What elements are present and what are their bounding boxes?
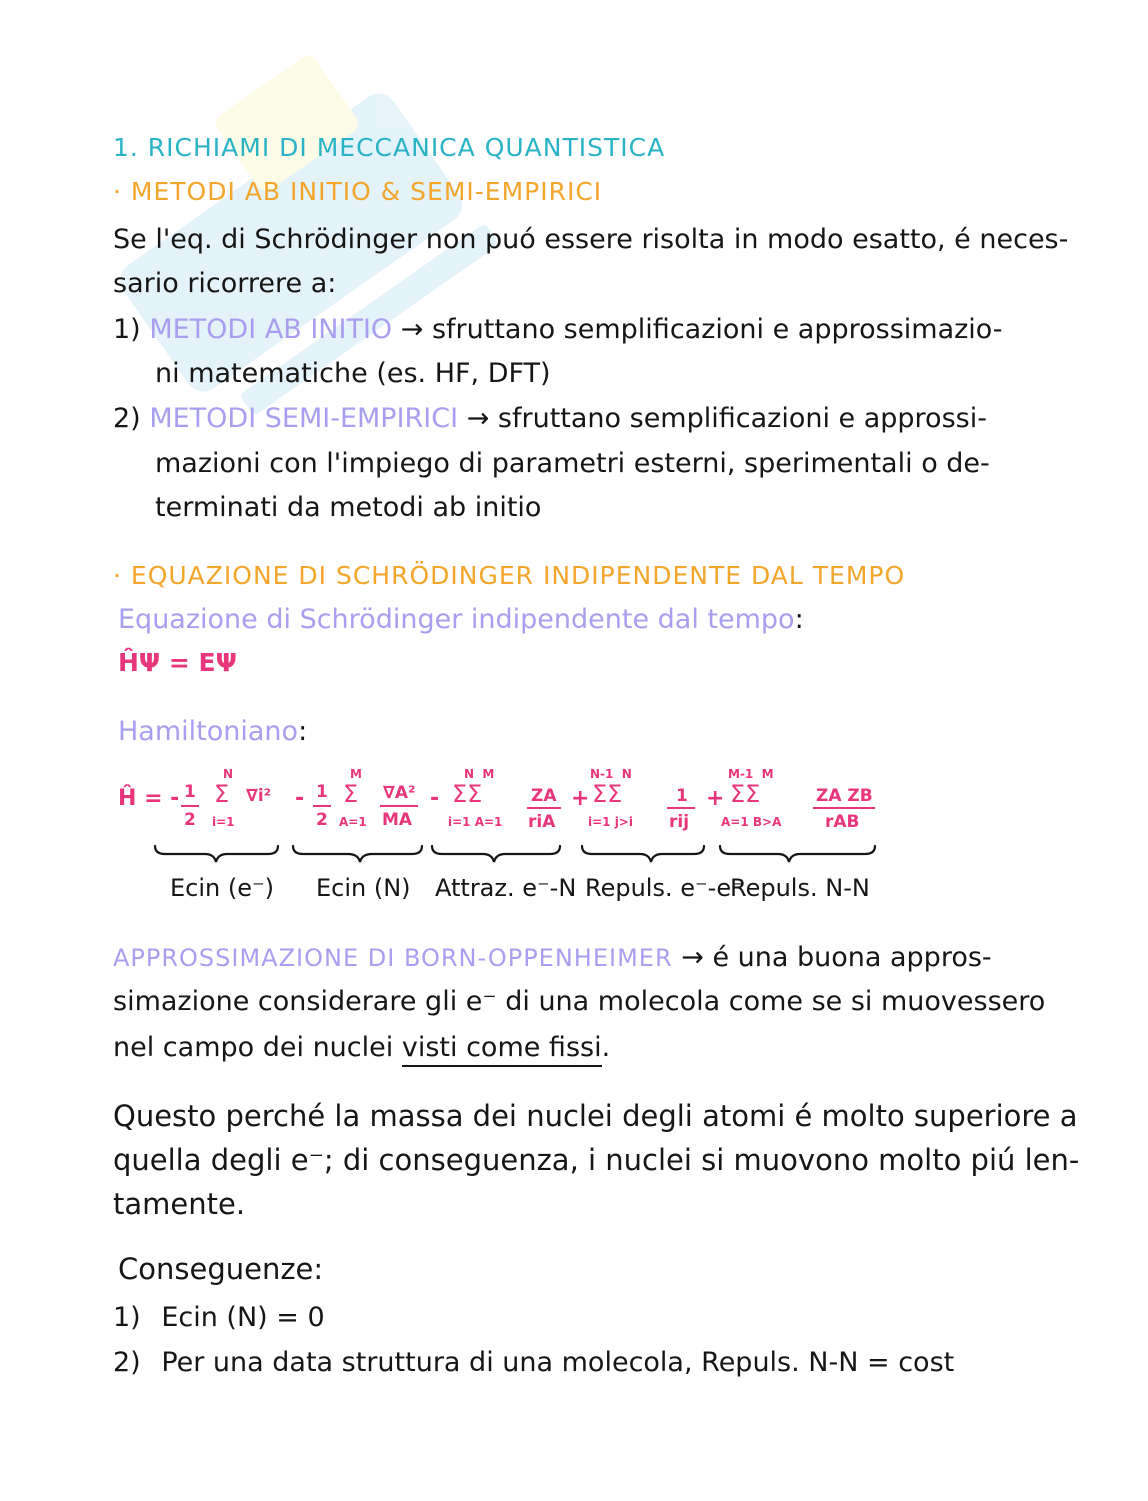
t5-frac-den: rAB (825, 812, 860, 832)
consequences-label-text: Conseguenze (118, 1252, 314, 1286)
item-text: sfruttano semplificazioni e approssi- (497, 403, 987, 434)
t1-num: 1 (184, 782, 196, 802)
fraction-bar (313, 805, 331, 807)
born-oppenheimer-term: APPROSSIMAZIONE DI BORN-OPPENHEIMER (113, 944, 673, 972)
t3-top: N M (464, 767, 495, 781)
colon: : (298, 716, 308, 747)
t2-num: 1 (316, 782, 328, 802)
brace-label-ecin-n: Ecin (N) (316, 874, 411, 902)
brace-label-repuls-ee: Repuls. e⁻-e⁻ (585, 874, 744, 902)
arrow-icon: → (681, 942, 704, 973)
t2-sum: Σ (343, 780, 359, 808)
t1-body: ∇i² (246, 786, 272, 806)
t2-frac-den: MA (382, 810, 413, 830)
fraction-bar (813, 807, 875, 809)
explanation-paragraph (113, 1094, 1079, 1226)
brace-label-repuls-nn: Repuls. N-N (730, 874, 870, 902)
consequence-item-2 (113, 1345, 954, 1381)
t5-sign: + (706, 786, 725, 811)
subheading-ab-initio (113, 174, 602, 210)
t4-frac-den: rij (669, 812, 690, 832)
hamiltonian-lhs: Ĥ = - (118, 786, 180, 811)
list-item-semi-empirici (113, 401, 987, 437)
t2-bot: A=1 (339, 815, 367, 829)
schrodinger-equation: ĤΨ = EΨ (118, 648, 237, 677)
t1-den: 2 (184, 810, 196, 830)
t3-sign: - (430, 786, 440, 811)
consequences-label (118, 1252, 323, 1286)
t1-bot: i=1 (212, 815, 235, 829)
item-number: 1) (113, 314, 141, 345)
bullet: · (113, 561, 122, 590)
fraction-bar (380, 805, 418, 807)
t4-frac-num: 1 (676, 786, 688, 806)
item-number: 2) (113, 1347, 141, 1378)
arrow-icon: → (466, 403, 490, 434)
t2-sign: - (295, 786, 305, 811)
item-text: Ecin (N) = 0 (161, 1302, 325, 1333)
item-term: METODI SEMI-EMPIRICI (149, 403, 459, 434)
item-number: 2) (113, 403, 141, 434)
list-item-ab-initio (113, 312, 1003, 348)
t2-frac-num: ∇A² (383, 783, 416, 803)
brace-label-attraz: Attraz. e⁻-N (435, 874, 577, 902)
paragraph-line: Questo perché la massa dei nuclei degli atomi é molto superiore a (113, 1099, 1078, 1133)
intro-line-2: sario ricorrere a: (113, 268, 337, 299)
item-term: METODI AB INITIO (149, 314, 393, 345)
hamiltonian-label-text: Hamiltoniano (118, 716, 299, 747)
brace-label-ecin-e: Ecin (e⁻) (170, 874, 275, 902)
hamiltonian-label (118, 714, 307, 750)
t3-frac-den: riA (528, 812, 556, 832)
t5-frac-num: ZA ZB (816, 786, 873, 806)
fraction-bar (527, 807, 561, 809)
born-text: nel campo dei nuclei (113, 1032, 394, 1063)
paragraph-line: tamente. (113, 1187, 246, 1221)
t2-top: M (350, 767, 362, 781)
paragraph-line: quella degli e⁻; di conseguenza, i nuclei si muovono molto piú len- (113, 1143, 1080, 1177)
equation-label-text: Equazione di Schrödinger indipendente dal tempo (118, 604, 795, 635)
fraction-bar (667, 807, 695, 809)
t5-sum: ΣΣ (730, 780, 761, 808)
t4-sum: ΣΣ (592, 780, 623, 808)
item-number: 1) (113, 1302, 141, 1333)
underbraces (150, 838, 890, 868)
fraction-bar (181, 805, 199, 807)
born-oppenheimer-line-1 (113, 940, 992, 976)
colon: : (313, 1252, 324, 1286)
t1-top: N (223, 767, 234, 781)
t1-sum: Σ (214, 780, 230, 808)
t3-bot: i=1 A=1 (448, 815, 503, 829)
colon: : (794, 604, 804, 635)
item-text: sfruttano semplificazioni e approssimazio- (431, 314, 1003, 345)
arrow-icon: → (400, 314, 424, 345)
subheading-text: EQUAZIONE DI SCHRÖDINGER INDIPENDENTE DAL TEMPO (130, 561, 906, 590)
intro-line-1: Se l'eq. di Schrödinger non puó essere risolta in modo esatto, é neces- (113, 224, 1069, 255)
item-semi-cont-2: terminati da metodi ab initio (155, 492, 542, 523)
t4-top: N-1 N (590, 767, 632, 781)
underlined-text: visti come fissi (402, 1032, 602, 1067)
consequence-item-1 (113, 1300, 325, 1336)
bullet: · (113, 177, 122, 206)
t5-top: M-1 M (728, 767, 774, 781)
t4-bot: i=1 j>i (588, 815, 633, 829)
item-semi-cont-1: mazioni con l'impiego di parametri esterni, sperimentali o de- (155, 448, 990, 479)
t2-den: 2 (316, 810, 328, 830)
subheading-text: METODI AB INITIO & SEMI-EMPIRICI (130, 177, 603, 206)
t4-sign: + (571, 786, 590, 811)
t5-bot: A=1 B>A (721, 815, 782, 829)
equation-label (118, 602, 804, 638)
subheading-schrodinger (113, 558, 905, 594)
born-oppenheimer-line-3 (113, 1030, 610, 1066)
item-ab-initio-cont: ni matematiche (es. HF, DFT) (155, 358, 551, 389)
born-text: é una buona appros- (712, 942, 992, 973)
t3-frac-num: ZA (531, 786, 557, 806)
section-title: 1. RICHIAMI DI MECCANICA QUANTISTICA (113, 133, 666, 162)
born-oppenheimer-line-2: simazione considerare gli e⁻ di una molecola come se si muovessero (113, 986, 1046, 1017)
item-text: Per una data struttura di una molecola, Repuls. N-N = cost (161, 1347, 955, 1378)
t3-sum: ΣΣ (452, 780, 483, 808)
period: . (601, 1032, 611, 1063)
